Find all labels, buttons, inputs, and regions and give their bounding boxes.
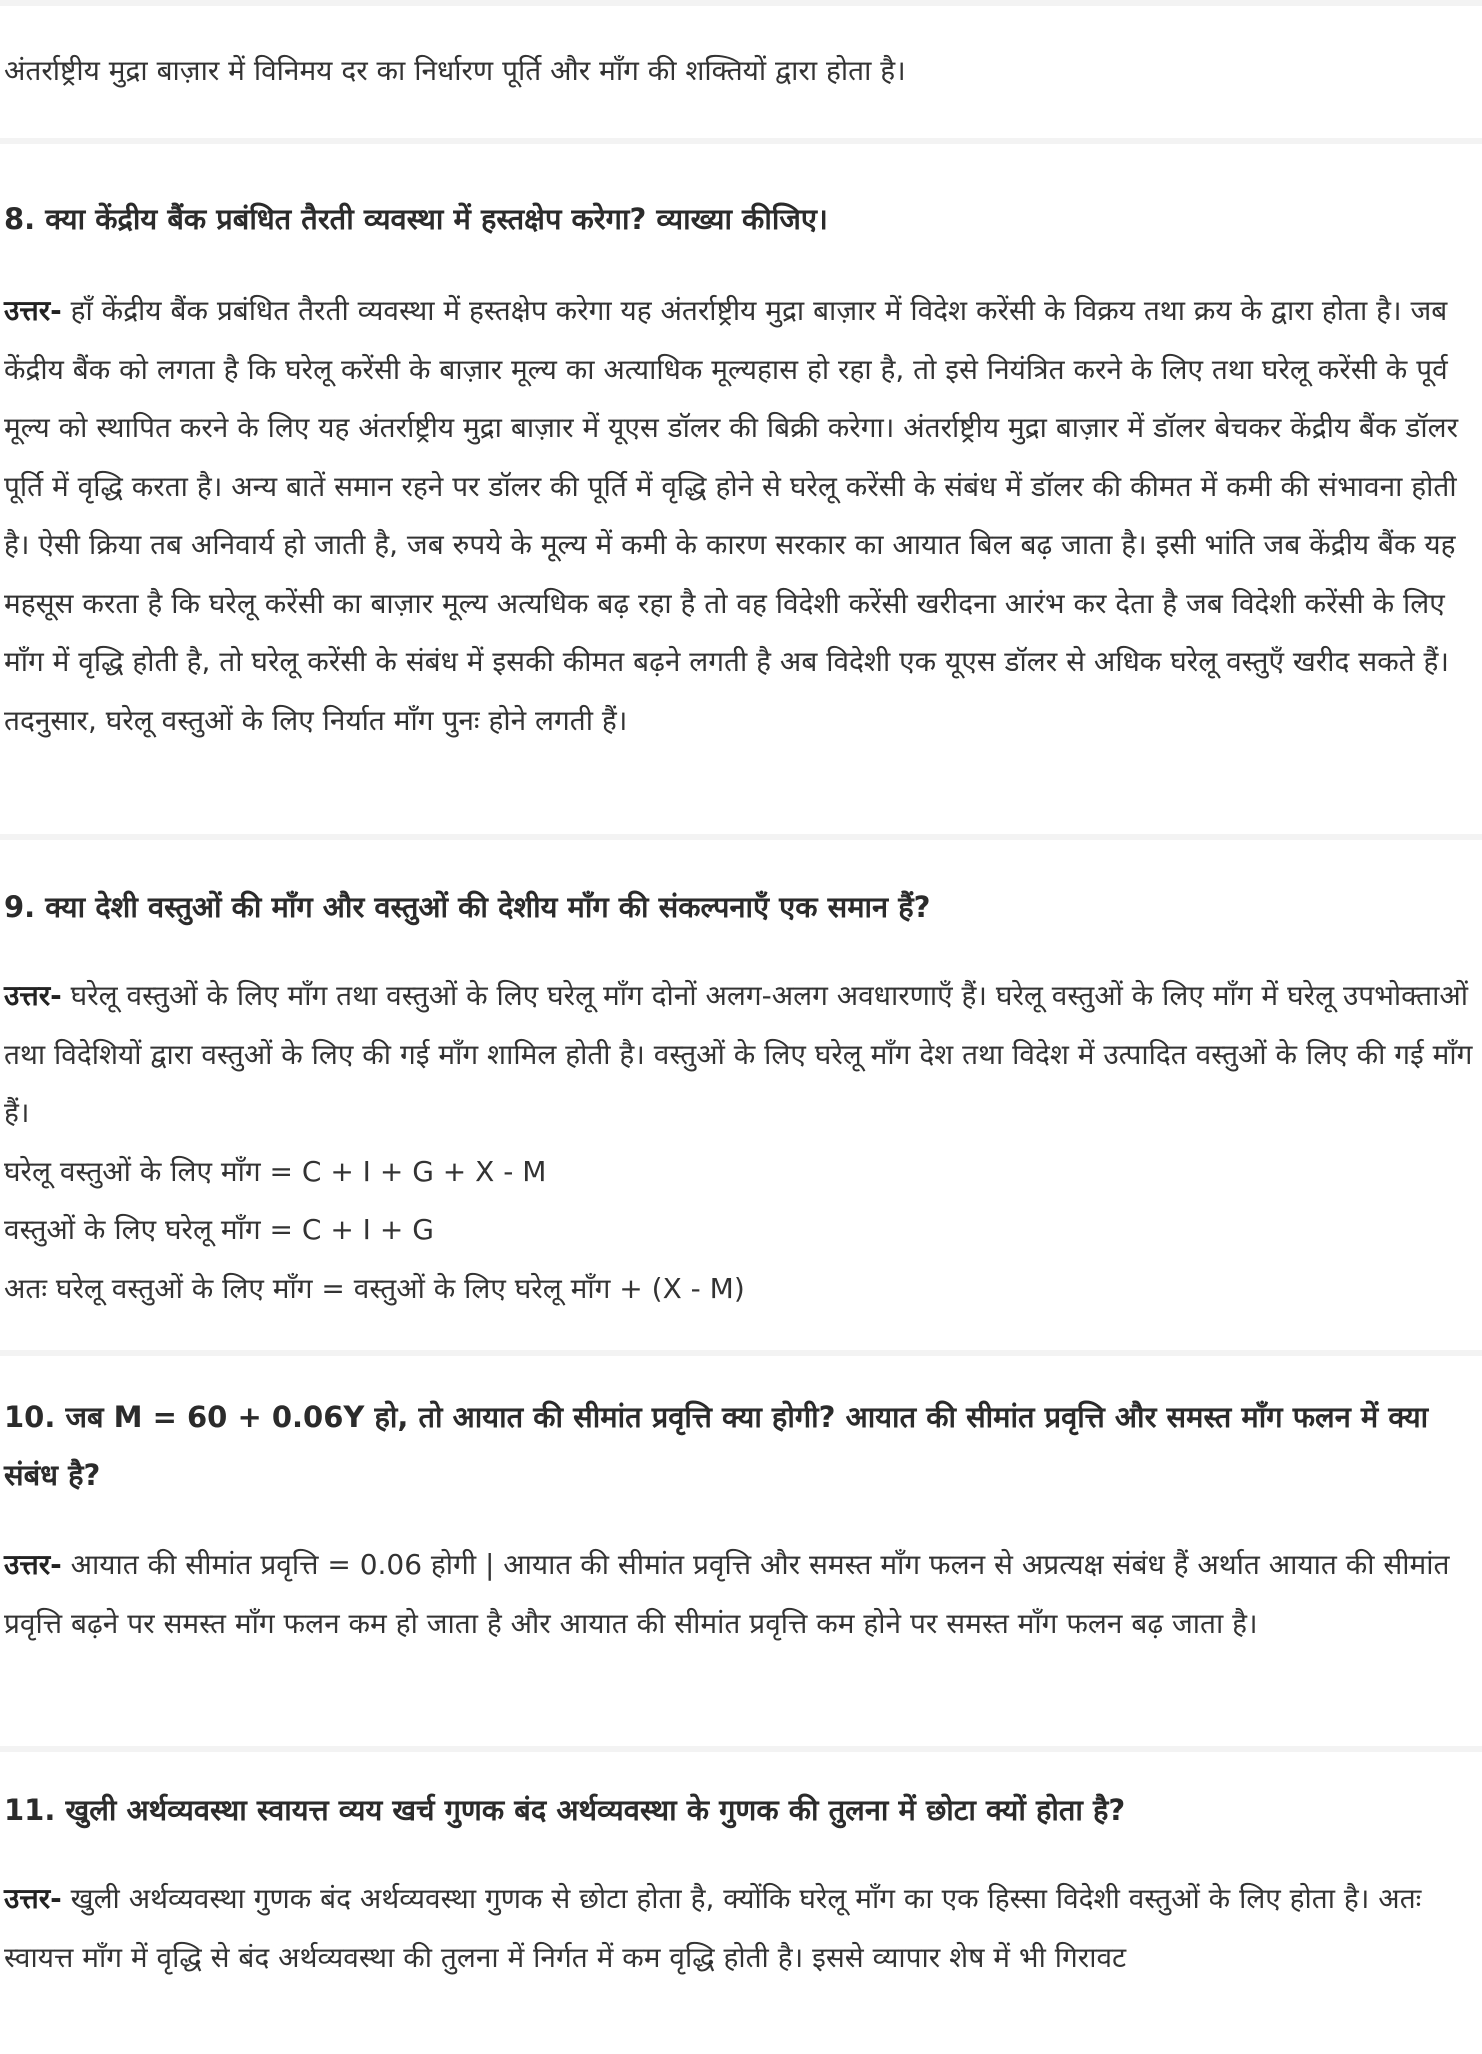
answer-label: उत्तर- <box>4 979 62 1012</box>
answer-label: उत्तर- <box>4 294 62 327</box>
intro-paragraph: अंतर्राष्ट्रीय मुद्रा बाज़ार में विनिमय दर का निर्धारण पूर्ति और माँग की शक्तियों द्वारा होता है। <box>4 54 906 87</box>
question-9-answer-block <box>0 967 1482 1318</box>
formula-line: वस्तुओं के लिए घरेलू माँग = C + I + G <box>4 1213 434 1246</box>
section-divider <box>0 138 1482 144</box>
question-10-answer-block <box>0 1536 1482 1653</box>
section-divider <box>0 834 1482 840</box>
top-divider <box>0 0 1482 6</box>
answer-text: आयात की सीमांत प्रवृत्ति = 0.06 होगी | आयात की सीमांत प्रवृत्ति और समस्त माँग फलन से अप्रत्यक्ष संबंध हैं अर्थात आयात की सीमांत प्रवृत्ति बढ़ने पर समस्त माँग फलन कम हो जाता है और आयात की सीमांत प्रवृत्ति कम होने पर समस्त माँग फलन बढ़ जाता है। <box>4 1548 1450 1640</box>
question-10-heading: 10. जब M = 60 + 0.06Y हो, तो आयात की सीमांत प्रवृत्ति क्या होगी? आयात की सीमांत प्रवृत्ति और समस्त माँग फलन में क्या संबंध है? <box>4 1400 1429 1492</box>
question-10-heading-block <box>0 1388 1482 1504</box>
formula-line: अतः घरेलू वस्तुओं के लिए माँग = वस्तुओं के लिए घरेलू माँग + (X - M) <box>4 1271 745 1305</box>
question-9-heading-block <box>0 878 1482 936</box>
answer-text: हाँ केंद्रीय बैंक प्रबंधित तैरती व्यवस्था में हस्तक्षेप करेगा यह अंतर्राष्ट्रीय मुद्रा बाज़ार में विदेश करेंसी के विक्रय तथा क्रय के द्वारा होता है। जब केंद्रीय बैंक को लगता है कि घरेलू करेंसी के बाज़ार मूल्य का अत्याधिक मूल्यहास हो रहा है, तो इसे नियंत्रित करने के लिए तथा घरेलू करेंसी के पूर्व मूल्य को स्थापित करने के लिए यह अंतर्राष्ट्रीय मुद्रा बाज़ार में यूएस डॉलर की बिक्री करेगा। अंतर्राष्ट्रीय मुद्रा बाज़ार में डॉलर बेचकर केंद्रीय बैंक डॉलर पूर्ति में वृद्धि करता है। अन्य बातें समान रहने पर डॉलर की पूर्ति में वृद्धि होने से घरेलू करेंसी के संबंध में डॉलर की कीमत में कमी की संभावना होती है। ऐसी क्रिया तब अनिवार्य हो जाती है, जब रुपये के मूल्य में कमी के कारण सरकार का आयात बिल बढ़ जाता है। इसी भांति जब केंद्रीय बैंक यह महसूस करता है कि घरेलू करेंसी का बाज़ार मूल्य अत्यधिक बढ़ रहा है तो वह विदेशी करेंसी खरीदना आरंभ कर देता है जब विदेशी करेंसी के लिए माँग में वृद्धि होती है, तो घरेलू करेंसी के संबंध में इसकी कीमत बढ़ने लगती है अब विदेशी एक यूएस डॉलर से अधिक घरेलू वस्तुएँ खरीद सकते हैं। तदनुसार, घरेलू वस्तुओं के लिए निर्यात माँग पुनः होने लगती हैं। <box>4 294 1459 737</box>
question-8-heading-block <box>0 190 1482 248</box>
section-divider <box>0 1350 1482 1356</box>
question-8-heading: 8. क्या केंद्रीय बैंक प्रबंधित तैरती व्यवस्था में हस्तक्षेप करेगा? व्याख्या कीजिए। <box>4 202 828 236</box>
question-11-heading: 11. खुली अर्थव्यवस्था स्वायत्त व्यय खर्च गुणक बंद अर्थव्यवस्था के गुणक की तुलना में छोटा क्यों होता है? <box>4 1793 1126 1827</box>
question-11-answer <box>4 1870 1478 1987</box>
question-8-answer <box>4 282 1478 750</box>
answer-text: घरेलू वस्तुओं के लिए माँग तथा वस्तुओं के लिए घरेलू माँग दोनों अलग-अलग अवधारणाएँ हैं। घरेलू वस्तुओं के लिए माँग में घरेलू उपभोक्ताओं तथा विदेशियों द्वारा वस्तुओं के लिए की गई माँग शामिल होती है। वस्तुओं के लिए घरेलू माँग देश तथा विदेश में उत्पादित वस्तुओं के लिए की गई माँग हैं। <box>4 979 1473 1129</box>
question-10-answer <box>4 1536 1478 1653</box>
question-11-answer-block <box>0 1870 1482 1987</box>
question-11-heading-block <box>0 1781 1482 1839</box>
question-9-answer <box>4 967 1478 1143</box>
question-9-heading: 9. क्या देशी वस्तुओं की माँग और वस्तुओं की देशीय माँग की संकल्पनाएँ एक समान हैं? <box>4 890 931 924</box>
question-8-answer-block <box>0 282 1482 750</box>
answer-label: उत्तर- <box>4 1882 62 1915</box>
intro-paragraph-block <box>0 42 1482 101</box>
answer-label: उत्तर- <box>4 1548 62 1581</box>
answer-text: खुली अर्थव्यवस्था गुणक बंद अर्थव्यवस्था गुणक से छोटा होता है, क्योंकि घरेलू माँग का एक हिस्सा विदेशी वस्तुओं के लिए होता है। अतः स्वायत्त माँग में वृद्धि से बंद अर्थव्यवस्था की तुलना में निर्गत में कम वृद्धि होती है। इससे व्यापार शेष में भी गिरावट <box>4 1882 1422 1974</box>
section-divider <box>0 1746 1482 1752</box>
formula-line: घरेलू वस्तुओं के लिए माँग = C + I + G + X - M <box>4 1154 547 1188</box>
question-9-formulas <box>4 1143 1478 1319</box>
